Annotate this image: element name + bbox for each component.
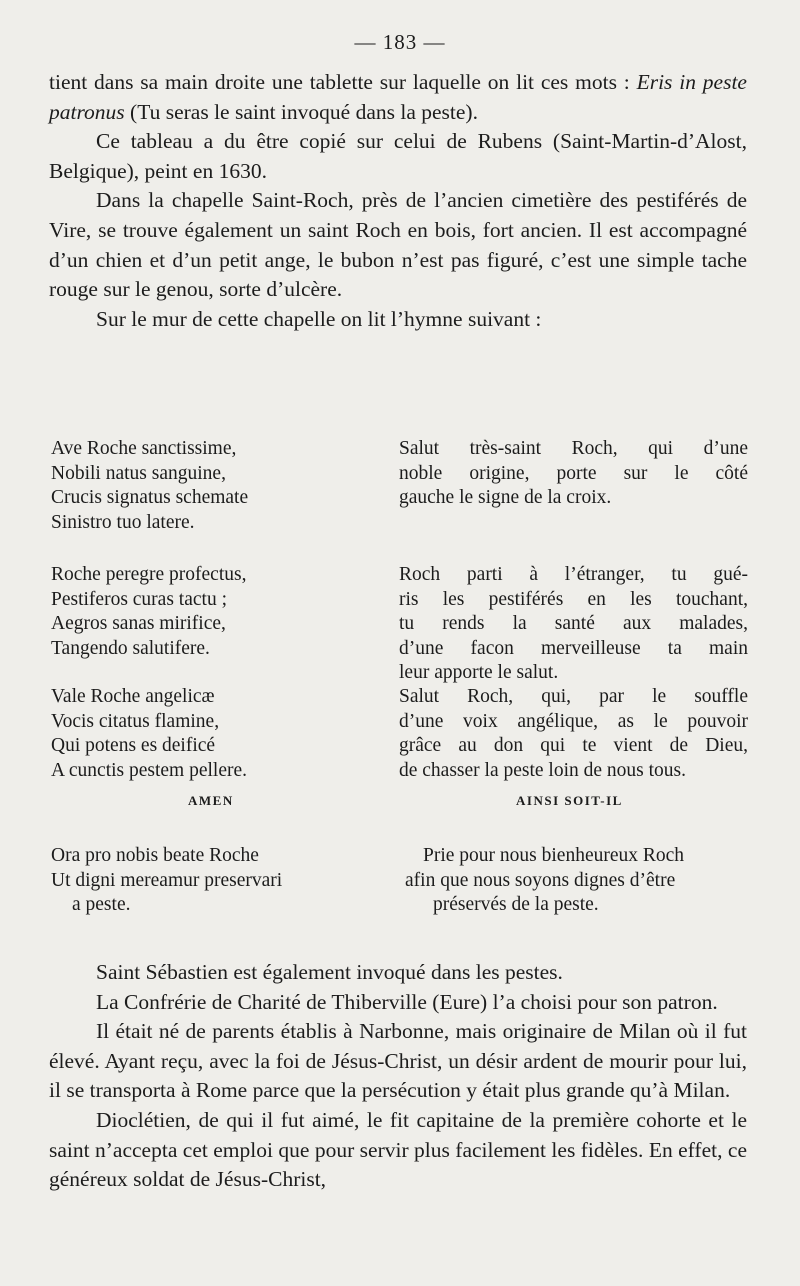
paragraph-diocletien: Dioclétien, de qui il fut aimé, le fit capitaine de la première cohorte et le saint n’accepta cet emploi que pour servir plus facilement les fidèles. En effet, ce généreux soldat de Jésus-Christ, [49,1107,747,1192]
french-prayer [405,844,748,918]
verse-line: d’une voix angélique, as le pouvoir [399,710,748,732]
verse-line: Salut Roch, qui, par le souffle [399,686,748,707]
verse-line: Ave Roche sanctissime, [51,438,237,459]
verse-line: afin que nous soyons dignes d’être [405,869,676,891]
verse-line: gauche le signe de la croix. [399,487,612,509]
paragraph-tablet-a: tient dans sa main droite une tablette sur laquelle on lit ces mots : [49,70,637,94]
french-stanza-1 [399,437,748,511]
verse-line: Ut digni mereamur preservari [51,869,283,891]
verse-line: noble origine, porte sur le côté [399,462,748,484]
french-stanza-2 [399,563,748,686]
paragraph-sebastien: Saint Sébastien est également invoqué dans les pestes. [96,960,563,984]
verse-line: Sinistro tuo latere. [51,511,195,533]
paragraph-thiberville: La Confrérie de Charité de Thiberville (Eure) l’a choisi pour son patron. [96,989,718,1014]
verse-line: Ora pro nobis beate Roche [51,845,259,866]
verse-line: Crucis signatus schemate [51,487,249,509]
verse-line: de chasser la peste loin de nous tous. [399,759,687,781]
verse-line: ris les pestiférés en les touchant, [399,588,748,610]
french-stanza-3 [399,685,748,783]
verse-line: Vale Roche angelicæ [51,686,215,707]
page-number: — 183 — [354,30,446,54]
prose-bottom [49,958,747,1195]
verse-line: Vocis citatus flamine, [51,710,220,732]
verse-line: Qui potens es deificé [51,735,216,757]
paragraph-hymn-intro: Sur le mur de cette chapelle on lit l’hymne suivant : [96,306,542,331]
ainsi-soit-il-label: AINSI SOIT-IL [516,793,623,808]
paragraph-tablet [49,68,747,127]
paragraph-rubens: Ce tableau a du être copié sur celui de Rubens (Saint-Martin-d’Alost, Belgique), peint en 1630. [49,129,747,183]
verse-line: Roche peregre profectus, [51,564,247,585]
latin-stanza-1 [51,437,371,535]
latin-stanza-3 [51,685,371,783]
verse-line: Pestiferos curas tactu ; [51,588,227,610]
amen-label: AMEN [188,793,234,808]
verse-line: leur apporte le salut. [399,662,559,684]
paragraph-tablet-b: (Tu seras le saint invoqué dans la peste). [124,99,478,124]
latin-prayer [51,844,371,918]
verse-line: Salut très-saint Roch, qui d’une [399,438,748,459]
prose-top [49,68,747,334]
verse-line: Tangendo salutifere. [51,637,210,659]
verse-line: Prie pour nous bienheureux Roch [423,845,685,866]
verse-line: tu rends la santé aux malades, [399,613,748,635]
latin-motto: Eris in peste patronus [49,70,747,124]
verse-line: Roch parti à l’étranger, tu gué- [399,564,748,585]
latin-stanza-2 [51,563,371,661]
verse-line: grâce au don qui te vient de Dieu, [399,735,748,757]
paragraph-chapel: Dans la chapelle Saint-Roch, près de l’ancien cimetière des pestiférés de Vire, se trouve également un saint Roch en bois, fort ancien. Il est accompagné d’un chien et d’un petit ange, le bubon n’est pas figuré, c’est une simple tache rouge sur le genou, sorte d’ulcère. [49,188,747,302]
paragraph-narbonne: Il était né de parents établis à Narbonne, mais originaire de Milan où il fut élevé. Ayant reçu, avec la foi de Jésus-Christ, un désir ardent de mourir pour lui, il se transporta à Rome parce que la persécution y était plus grande qu’à Milan. [49,1019,747,1103]
verse-line: d’une facon merveilleuse ta main [399,637,748,659]
verse-line: a peste. [72,894,131,916]
verse-line: Aegros sanas mirifice, [51,613,226,635]
verse-line: A cunctis pestem pellere. [51,759,248,781]
verse-line: Nobili natus sanguine, [51,462,226,484]
verse-line: préservés de la peste. [433,894,599,916]
